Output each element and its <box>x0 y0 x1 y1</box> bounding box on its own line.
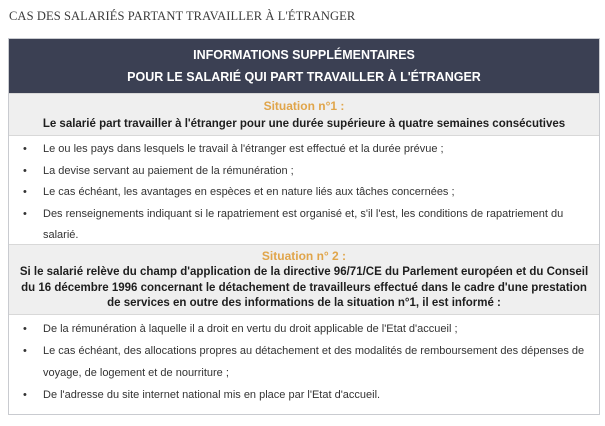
page-title: CAS DES SALARIÉS PARTANT TRAVAILLER À L'ÉTRANGER <box>9 9 356 23</box>
situation-2-header <box>9 244 599 314</box>
list-item-text: Le cas échéant, des allocations propres au détachement et des modalités de remboursement des dépenses de voyage, de logement et de nourriture ; <box>43 345 585 379</box>
list-item-text: Des renseignements indiquant si le rapatriement est organisé et, s'il l'est, les conditions de rapatriement du salarié. <box>43 207 564 241</box>
list-item-text: La devise servant au paiement de la rémunération ; <box>43 164 294 177</box>
list-item-text: De la rémunération à laquelle il a droit en vertu du droit applicable de l'Etat d'accueil ; <box>43 323 458 335</box>
header-line-2: POUR LE SALARIÉ QUI PART TRAVAILLER À L'ÉTRANGER <box>127 70 481 84</box>
bullet-icon: • <box>23 323 27 335</box>
table-header <box>9 39 599 93</box>
bullet-icon: • <box>23 345 27 357</box>
situation-2-title: Situation n° 2 : <box>261 249 347 263</box>
bullet-icon: • <box>23 186 27 198</box>
situation-2-list <box>9 314 599 414</box>
bullet-icon: • <box>23 164 27 177</box>
bullet-icon: • <box>23 143 27 155</box>
situation-1-title: Situation n°1 : <box>263 99 345 113</box>
situation-1-list <box>9 135 599 244</box>
list-item-text: Le cas échéant, les avantages en espèces et en nature liés aux tâches concernées ; <box>43 186 455 198</box>
list-item <box>23 139 587 161</box>
list-item <box>23 384 587 406</box>
situation-1-text: Le salarié part travailler à l'étranger pour une durée supérieure à quatre semaines consécutives <box>42 118 566 130</box>
info-table <box>8 38 600 415</box>
situation-1-header <box>9 93 599 135</box>
list-item <box>23 318 587 340</box>
bullet-icon: • <box>23 389 27 401</box>
list-item <box>23 204 587 247</box>
header-line-1: INFORMATIONS SUPPLÉMENTAIRES <box>193 48 415 62</box>
list-item-text: De l'adresse du site internet national mis en place par l'Etat d'accueil. <box>43 389 381 401</box>
bullet-icon: • <box>23 207 27 220</box>
list-item <box>23 161 587 183</box>
situation-2-text: Si le salarié relève du champ d'application de la directive 96/71/CE du Parlement européen et du Conseil du 16 décembre 1996 concernant le détachement de travailleurs effectué dans le cadre d'une prestation de services en outre des informations de la situation n°1, il est informé : <box>19 266 589 309</box>
list-item <box>23 182 587 204</box>
list-item <box>23 340 587 384</box>
list-item-text: Le ou les pays dans lesquels le travail à l'étranger est effectué et la durée prévue ; <box>43 143 444 155</box>
